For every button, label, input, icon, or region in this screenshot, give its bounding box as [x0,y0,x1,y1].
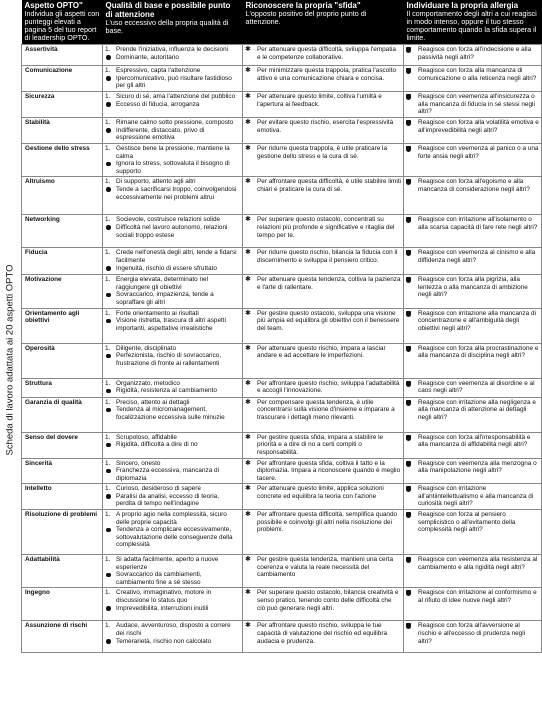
side-label: Scheda di lavoro adattata ai 20 aspetti OPTO [4,264,16,456]
star-burst-icon: ✱ [245,67,251,74]
challenge-text: Per attenuare questo limite, coltiva l'umiltà e l'apertura ai feedback. [257,93,382,108]
challenge-cell [243,555,404,588]
quality-cell [103,177,243,215]
table-row [22,248,542,275]
shield-icon [406,400,411,406]
challenge-cell [243,144,404,177]
allergy-text: Reagisce con veemenza al disordine e al caos negli altri? [418,379,535,395]
base-quality: Prende l'iniziativa, influenza le decisioni [116,46,229,53]
allergy-text: Reagisce con veemenza alla resistenza al cambiamento e alla rigidità negli altri? [418,556,538,571]
header-row [22,0,542,45]
challenge-text: Per ridurre questa trappola, è utile praticare la gestione dello stress e la cura di sé. [257,145,388,160]
challenge-text: Per compensare questa tendenza, è utile concentrarsi sulla visione d'insieme e imparare a trascurare i dettagli meno rilevanti. [257,398,395,421]
aspect-name: Networking [22,215,103,248]
allergy-cell [404,343,542,378]
number-one-marker: 1. [105,433,111,441]
quality-cell [103,92,243,118]
aspect-name: Motivazione [22,275,103,308]
bullet-icon [106,128,111,133]
base-quality: Si adatta facilmente, aperto a nuove esperienze [116,556,219,571]
attention-point: Temerarietà, rischio non calcolato [116,637,212,645]
allergy-cell [404,177,542,215]
challenge-cell [243,118,404,144]
table-row [22,92,542,118]
star-burst-icon: ✱ [245,511,251,519]
table-row [22,378,542,397]
allergy-text: Reagisce con forza all'irresponsabilità e alla mancanza di affidabilità negli altri? [418,433,531,449]
table-row [22,484,542,510]
challenge-cell [243,621,404,653]
star-burst-icon: ✱ [245,556,251,564]
attention-point: Ingenuità, rischio di essere sfruttato [116,264,217,272]
aspect-name: Fiducia [22,248,103,275]
base-quality: Rimane calmo sotto pressione, composto [116,119,234,126]
table-row [22,432,542,458]
quality-cell [103,510,243,555]
shield-icon [406,250,411,256]
quality-cell [103,555,243,588]
allergy-cell [404,588,542,621]
challenge-text: Per minimizzare questa trappola, pratica l'ascolto attivo e una comunicazione chiara e concisa. [257,67,397,82]
aspect-name: Assertività [22,45,103,66]
bullet-icon [106,162,111,167]
challenge-cell [243,458,404,484]
quality-cell [103,397,243,432]
table-row [22,144,542,177]
aspect-name: Gestione dello stress [22,144,103,177]
number-one-marker: 1. [105,589,111,597]
allergy-cell [404,45,542,66]
attention-point: Rigidità, resistenza al cambiamento [116,387,217,395]
bullet-icon [106,55,111,60]
star-burst-icon: ✱ [245,178,251,186]
star-burst-icon: ✱ [245,344,251,352]
number-one-marker: 1. [105,145,111,152]
table-row [22,215,542,248]
shield-icon [406,590,411,596]
bullet-icon [106,573,111,578]
allergy-text: Reagisce con irritazione alla mancanza di concentrazione e all'ambiguità degli obiettivi negli altri? [418,309,536,332]
number-one-marker: 1. [105,511,111,519]
allergy-text: Reagisce con forza alla volatilità emotiva e all'imprevedibilità negli altri? [418,119,539,134]
bullet-icon [106,266,111,271]
table-row [22,177,542,215]
allergy-text: Reagisce con irritazione all'antiintellettualismo e alla mancanza di curiosità negli altri? [418,485,534,508]
bullet-icon [106,293,111,298]
star-burst-icon: ✱ [245,459,251,467]
quality-cell [103,378,243,397]
challenge-text: Per gestire questo ostacolo, sviluppa una visione più ampia ed equilibra gli obiettivi con il benessere del team. [257,309,400,332]
attention-point: Tendenza a complicare eccessivamente, sottovalutazione delle conseguenze della complessità [116,526,233,549]
allergy-cell [404,308,542,343]
table-row [22,118,542,144]
attention-point: Visione ristretta, trascura di altri aspetti importanti, aspettative irrealistiche [116,317,226,332]
challenge-text: Per attenuare questo rischio, impara a lasciar andare e ad accettare le imperfezioni. [257,344,386,360]
bullet-icon [106,408,111,413]
star-burst-icon: ✱ [245,398,251,406]
number-one-marker: 1. [105,459,111,467]
aspect-name: Intelletto [22,484,103,510]
header-quality: Qualità di base e possibile punto di attenzione L'uso eccessivo della propria qualità di base. [103,0,243,45]
aspect-name: Ingegno [22,588,103,621]
base-quality: Creativo, immaginativo, motore in discussione lo status quo [116,589,212,605]
aspect-name: Operosità [22,343,103,378]
bullet-icon [106,225,111,230]
challenge-text: Per attenuare questo limite, applica soluzioni concrete ed equilibra la teoria con l'azione [257,485,384,500]
shield-icon [406,94,411,100]
allergy-text: Reagisce con irritazione al conformismo e al rifiuto di idee nuove negli altri? [418,589,537,605]
challenge-cell [243,248,404,275]
base-quality: Organizzato, metodico [116,379,180,387]
allergy-cell [404,378,542,397]
aspect-name: Garanzia di qualità [22,397,103,432]
aspect-name: Sincerità [22,458,103,484]
table-row [22,66,542,92]
aspect-name: Sicurezza [22,92,103,118]
bullet-icon [106,528,111,533]
bullet-icon [106,443,111,448]
attention-point: Dominante, autoritario [116,53,179,61]
quality-cell [103,275,243,308]
bullet-icon [106,76,111,81]
bullet-icon [106,494,111,499]
challenge-text: Per attenuare questa difficoltà, sviluppa l'empatia e le competenze collaborative. [257,46,396,61]
star-burst-icon: ✱ [245,93,251,100]
attention-point: Tende a sacrificarsi troppo, coinvolgendosi eccessivamente nei problemi altrui [116,185,237,201]
base-quality: Diligente, disciplinato [116,344,177,352]
shield-icon [406,217,411,223]
star-burst-icon: ✱ [245,216,251,224]
base-quality: Curioso, desideroso di sapere [116,485,201,493]
attention-point: Sovraccarico, impazienza, tende a sopraffare gli altri [116,291,214,306]
number-one-marker: 1. [105,622,111,630]
star-burst-icon: ✱ [245,145,251,152]
star-burst-icon: ✱ [245,276,251,284]
challenge-text: Per evitare questo rischio, esercita l'espressività emotiva. [257,119,394,134]
challenge-cell [243,177,404,215]
table-row [22,308,542,343]
header-aspect: Aspetto OPTO" Individua gli aspetti con punteggi elevati a pagina 5 del tuo report di leadership OPTO. [22,0,103,45]
base-quality: Espressivo, capta l'attenzione [116,67,201,74]
table-row [22,343,542,378]
table-row [22,458,542,484]
attention-point: Eccesso di fiducia, arroganza [116,100,200,108]
number-one-marker: 1. [105,309,111,317]
table-row [22,397,542,432]
allergy-cell [404,66,542,92]
allergy-text: Reagisce con veemenza alla menzogna o alla manipolazione negli altri? [418,459,537,475]
challenge-text: Per affrontare questa difficoltà, è utile stabilire limiti chiari e praticare la cura di sé. [257,178,401,193]
allergy-cell [404,118,542,144]
header-allergy: Individuare la propria allergia Il comportamento degli altri a cui reagisci in modo intenso, oppure il tuo stesso comportamento quando la sfida supera il limite. [404,0,542,45]
challenge-cell [243,215,404,248]
base-quality: Crede nell'onestà degli altri, tende a fidarsi facilmente [116,249,237,264]
allergy-cell [404,621,542,653]
number-one-marker: 1. [105,46,111,53]
challenge-text: Per affrontare questo rischio, sviluppa l'adattabilità e accogli l'innovazione. [257,379,400,395]
base-quality: Sicuro di sé, ama l'attenzione del pubblico [116,93,236,100]
challenge-cell [243,92,404,118]
quality-cell [103,66,243,92]
bullet-icon [106,102,111,107]
shield-icon [406,557,411,563]
quality-cell [103,621,243,653]
challenge-cell [243,432,404,458]
allergy-cell [404,458,542,484]
challenge-cell [243,275,404,308]
table-row [22,510,542,555]
bullet-icon [106,469,111,474]
challenge-cell [243,510,404,555]
attention-point: Difficoltà nel lavoro autonomo, relazioni sociali troppo estese [116,223,228,239]
quality-cell [103,308,243,343]
shield-icon [406,68,411,74]
attention-point: Perfezionista, rischio di sovraccarico, frustrazione di fronte ai rallentamenti [116,352,222,367]
challenge-text: Per gestire questa sfida, impara a stabilire le priorità e a dire di no a certi compiti o responsabilità. [257,433,384,456]
shield-icon [406,623,411,629]
aspect-name: Risoluzione di problemi [22,510,103,555]
aspect-name: Orientamento agli obiettivi [22,308,103,343]
allergy-cell [404,397,542,432]
star-burst-icon: ✱ [245,119,251,126]
attention-point: Indifferente, distaccato, privo di espressione emotiva [116,126,205,142]
opto-worksheet-table [21,0,542,653]
base-quality: Di supporto, attento agli altri [116,178,196,186]
base-quality: A proprio agio nella complessità, sicuro delle proprie capacità [116,511,227,526]
star-burst-icon: ✱ [245,485,251,493]
table-row [22,45,542,66]
allergy-text: Reagisce con irritazione alla negligenza e alla mancanza di attenzione ai dettagli negli altri? [418,398,536,421]
challenge-cell [243,308,404,343]
quality-cell [103,588,243,621]
quality-cell [103,248,243,275]
allergy-text: Reagisce con forza al pensiero semplicistico o all'evitamento della complessità negli altri? [418,511,516,534]
bullet-icon [106,187,111,192]
bullet-icon [106,606,111,611]
shield-icon [406,512,411,518]
attention-point: Rigidità, difficoltà a dire di no [116,441,198,449]
allergy-text: Reagisce con forza all'indecisione e alla passività negli altri? [418,46,532,61]
challenge-text: Per gestire questa tendenza, mantieni una certa coerenza e valuta la reale necessità del cambiamento [257,556,394,579]
allergy-text: Reagisce con forza all'avversione al rischio e all'eccesso di prudenza negli altri? [418,622,526,645]
allergy-text: Reagisce con veemenza al panico o a una forte ansia negli altri? [418,145,539,160]
attention-point: Ignora lo stress, sottovaluta il bisogno di supporto [116,160,230,175]
number-one-marker: 1. [105,556,111,564]
challenge-text: Per superare questo ostacolo, concentrati su relazioni più profonde e significative e ritaglia del tempo per te. [257,216,395,239]
allergy-cell [404,92,542,118]
number-one-marker: 1. [105,276,111,284]
shield-icon [406,435,411,441]
quality-cell [103,144,243,177]
number-one-marker: 1. [105,249,111,257]
shield-icon [406,486,411,492]
allergy-cell [404,510,542,555]
allergy-text: Reagisce con veemenza al cinismo e alla diffidenza negli altri? [418,249,536,264]
table-row [22,555,542,588]
number-one-marker: 1. [105,67,111,74]
table-row [22,621,542,653]
number-one-marker: 1. [105,93,111,100]
star-burst-icon: ✱ [245,309,251,317]
shield-icon [406,346,411,352]
challenge-cell [243,343,404,378]
number-one-marker: 1. [105,216,111,224]
quality-cell [103,432,243,458]
header-challenge: Riconoscere la propria "sfida" L'opposto positivo del proprio punto di attenzione. [243,0,404,45]
allergy-text: Reagisce con forza alla procrastinazione e alla mancanza di disciplina negli altri? [418,344,539,360]
bullet-icon [106,389,111,394]
aspect-name: Comunicazione [22,66,103,92]
allergy-text: Reagisce con forza all'egoismo e alla mancanza di considerazione negli altri? [418,178,530,193]
attention-point: Franchezza eccessiva, mancanza di diplomazia [116,467,220,482]
shield-icon [406,381,411,387]
attention-point: Paralisi da analisi, eccesso di teoria, perdita di tempo nell'indagine [116,492,220,508]
allergy-cell [404,248,542,275]
challenge-cell [243,588,404,621]
quality-cell [103,343,243,378]
star-burst-icon: ✱ [245,379,251,387]
star-burst-icon: ✱ [245,46,251,53]
attention-point: Imprevedibilità, interruzioni inutili [116,604,209,612]
aspect-name: Altruismo [22,177,103,215]
number-one-marker: 1. [105,344,111,352]
challenge-text: Per affrontare questa difficoltà, semplifica quando possibile e coinvolgi gli altri nella risoluzione dei problemi. [257,511,398,534]
star-burst-icon: ✱ [245,433,251,441]
base-quality: Preciso, attento ai dettagli [116,398,190,406]
bullet-icon [106,354,111,359]
quality-cell [103,215,243,248]
number-one-marker: 1. [105,485,111,493]
table-row [22,275,542,308]
challenge-cell [243,397,404,432]
allergy-text: Reagisce con forza alla mancanza di comunicazione o alla reticenza negli altri? [418,67,537,82]
quality-cell [103,45,243,66]
aspect-name: Struttura [22,378,103,397]
challenge-cell [243,484,404,510]
aspect-name: Assunzione di rischi [22,621,103,653]
allergy-text: Reagisce con irritazione all'isolamento o alla scarsa capacità di fare rete negli altri? [418,216,538,231]
quality-cell [103,118,243,144]
bullet-icon [106,639,111,644]
aspect-name: Stabilità [22,118,103,144]
allergy-cell [404,215,542,248]
allergy-cell [404,275,542,308]
allergy-text: Reagisce con veemenza all'insicurezza o alla mancanza di fiducia in sé stessi negli altri? [418,93,535,116]
number-one-marker: 1. [105,119,111,126]
star-burst-icon: ✱ [245,249,251,257]
allergy-cell [404,555,542,588]
shield-icon [406,277,411,283]
shield-icon [406,179,411,185]
shield-icon [406,311,411,317]
base-quality: Sincero, onesto [116,459,161,467]
aspect-name: Adattabilità [22,555,103,588]
base-quality: Audace, avventuroso, disposto a correre dei rischi [116,622,231,638]
number-one-marker: 1. [105,398,111,406]
allergy-text: Reagisce con forza alla pigrizia, alla lentezza o alla mancanza di ambizione negli altri? [418,276,528,299]
base-quality: Gestisce bene la pressione, mantiene la calma [116,145,230,160]
table-row [22,588,542,621]
number-one-marker: 1. [105,379,111,387]
challenge-text: Per superare questo ostacolo, bilancia creatività e senso pratico, tenendo conto delle difficoltà che ciò può generare negli altri. [257,589,399,612]
shield-icon [406,47,411,53]
star-burst-icon: ✱ [245,589,251,597]
base-quality: Scrupoloso, affidabile [116,433,177,441]
quality-cell [103,484,243,510]
base-quality: Energia elevata, determinato nel raggiungere gli obiettivi [116,276,209,291]
base-quality: Forte orientamento ai risultati [116,309,199,317]
allergy-cell [404,484,542,510]
shield-icon [406,146,411,152]
aspect-name: Senso del dovere [22,432,103,458]
challenge-cell [243,66,404,92]
bullet-icon [106,319,111,324]
challenge-cell [243,378,404,397]
attention-point: Ipercomunicativo, può risultare fastidioso per gli altri [116,74,232,90]
challenge-text: Per affrontare questa sfida, coltiva il tatto e la diplomazia. Impara a riconoscere quando è meglio tacere. [257,459,401,482]
attention-point: Tendenza al micromanagement, focalizzazione eccessiva sulle minuzie [116,406,225,421]
challenge-text: Per attenuare questa tendenza, coltiva la pazienza e l'arte di rallentare. [257,276,401,291]
base-quality: Socievole, costruisce relazioni solide [116,216,221,224]
shield-icon [406,461,411,467]
quality-cell [103,458,243,484]
star-burst-icon: ✱ [245,622,251,630]
allergy-cell [404,432,542,458]
number-one-marker: 1. [105,178,111,186]
challenge-text: Per affrontare questo rischio, sviluppa le tue capacità di valutazione del rischio ed equilibra audacia e prudenza. [257,622,388,645]
challenge-cell [243,45,404,66]
shield-icon [406,120,411,126]
attention-point: Sovraccarico da cambiamenti, cambiamento fine a sé stesso [116,571,202,586]
challenge-text: Per ridurre questo rischio, bilancia la fiducia con il discernimento e sviluppa il pensiero critico. [257,249,398,264]
allergy-cell [404,144,542,177]
side-panel [0,0,20,720]
